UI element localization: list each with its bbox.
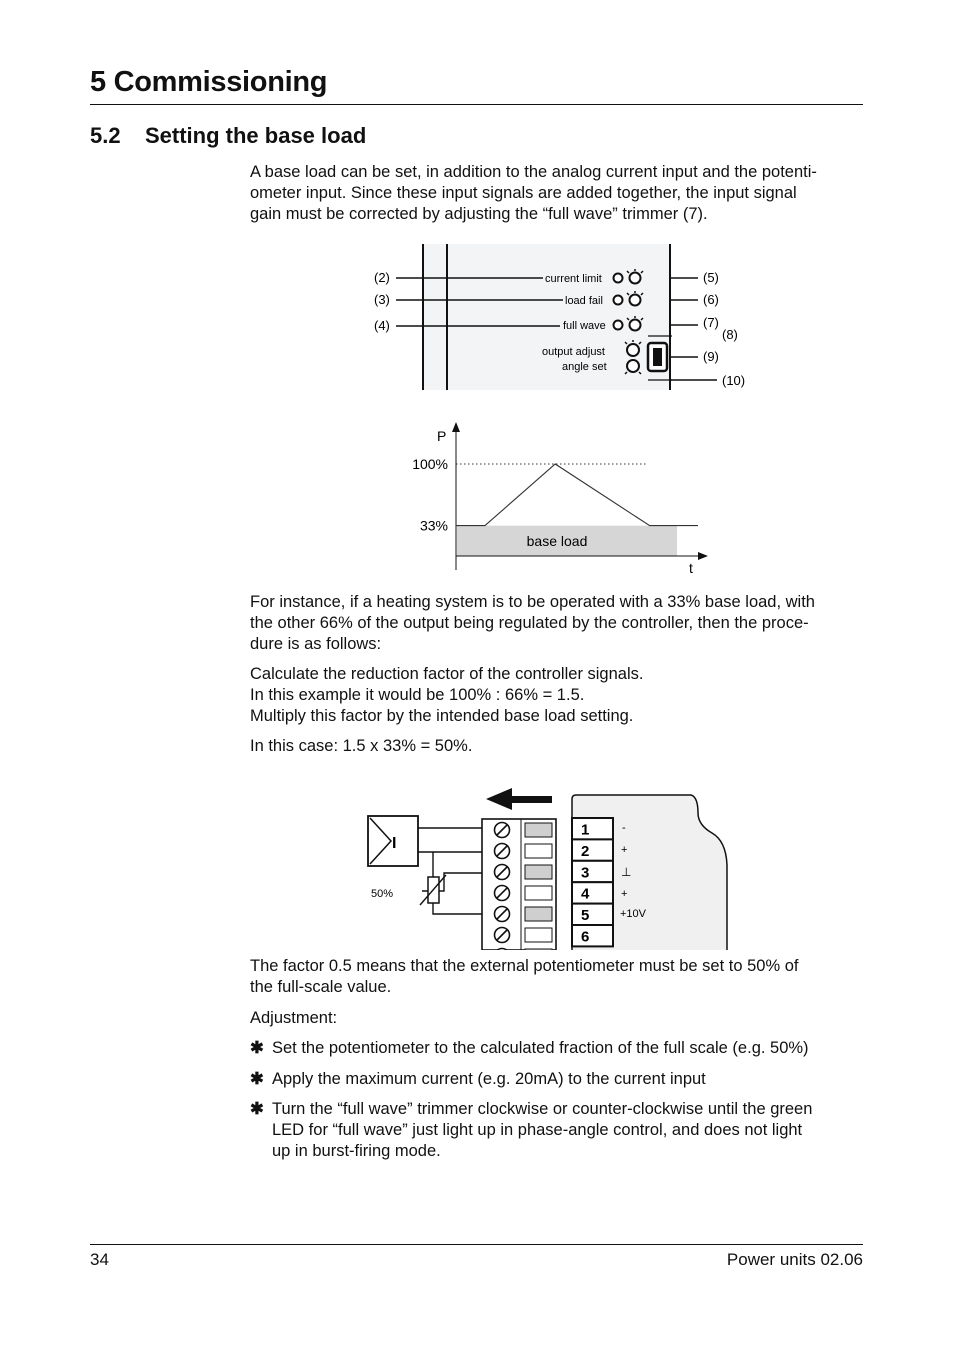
terminal-cell [572, 839, 613, 860]
bullet-text: LED for “full wave” just light up in phase-angle control, and does not light [272, 1121, 803, 1139]
bullet-text: Set the potentiometer to the calculated fraction of the full scale (e.g. 50%) [272, 1039, 809, 1057]
y-axis-arrow [452, 422, 460, 432]
terminal-number: 2 [581, 842, 590, 860]
led-icon [614, 296, 623, 305]
base-load-chart [395, 420, 720, 580]
direction-arrow-icon [486, 788, 552, 810]
intro-line: A base load can be set, in addition to the analog current input and the potenti- [250, 163, 817, 181]
intro-line: ometer input. Since these input signals are added together, the input signal [250, 184, 797, 202]
calc-line: Multiply this factor by the intended base load setting. [250, 707, 634, 725]
bullet-item [250, 1069, 863, 1090]
intro-paragraph [250, 162, 863, 225]
terminal-cell [572, 818, 613, 839]
series-line-power [456, 464, 698, 526]
example-paragraph [250, 592, 863, 655]
terminal-cell [572, 925, 613, 946]
terminal-number: 6 [581, 928, 590, 946]
section-title [90, 123, 366, 149]
terminal-number: 1 [581, 821, 590, 839]
callout-label: (5) [703, 270, 719, 285]
calculation-paragraph [250, 664, 863, 727]
bullet-text: up in burst-firing mode. [272, 1142, 441, 1160]
panel-label-full-wave: full wave [563, 320, 606, 332]
case-paragraph: In this case: 1.5 x 33% = 50%. [250, 737, 473, 755]
current-source-symbol: I [392, 835, 397, 852]
intro-line: gain must be corrected by adjusting the “full wave” trimmer (7). [250, 205, 708, 223]
terminal-number: 3 [581, 864, 590, 882]
calc-line: In this example it would be 100% : 66% = 1.5. [250, 686, 585, 704]
led-icon [614, 274, 623, 283]
base-load-label: base load [526, 532, 588, 549]
panel-label-angle-set: angle set [562, 361, 607, 373]
asterisk-icon: ✱ [250, 1070, 264, 1088]
factor-paragraph [250, 956, 863, 998]
terminal-sign: + [621, 888, 628, 900]
terminal-sign: - [622, 822, 626, 834]
callout-label: (3) [374, 292, 390, 307]
bullet-item [250, 1099, 863, 1162]
x-axis-arrow [698, 552, 708, 560]
terminal-sign: ⊥ [621, 865, 632, 879]
panel-label-current-limit: current limit [545, 273, 602, 285]
terminal-sign: + [621, 844, 628, 856]
terminal-cell [572, 882, 613, 903]
chapter-rule [90, 104, 863, 105]
example-line: dure is as follows: [250, 635, 382, 653]
y-tick-label: 33% [419, 517, 448, 534]
panel-label-output-adjust: output adjust [542, 346, 605, 358]
terminal-cell [572, 861, 613, 882]
document-title: Power units 02.06 [726, 1250, 863, 1269]
callout-label: (2) [374, 270, 390, 285]
terminal-number: 4 [581, 885, 590, 903]
terminal-number: 5 [581, 907, 590, 925]
callout-label: (7) [703, 315, 719, 330]
bullet-item [250, 1038, 863, 1059]
wiring-figure [360, 785, 740, 950]
y-axis-label: P [437, 428, 447, 444]
dip-switch-icon [648, 343, 667, 371]
calc-line: Calculate the reduction factor of the controller signals. [250, 665, 644, 683]
callout-label: (6) [703, 292, 719, 307]
asterisk-icon: ✱ [250, 1039, 264, 1057]
callout-label: (4) [374, 318, 390, 333]
adjustment-heading: Adjustment: [250, 1009, 338, 1027]
potentiometer-icon [420, 875, 446, 905]
front-panel-figure [360, 240, 760, 395]
page-number: 34 [90, 1250, 109, 1269]
bullet-text: Turn the “full wave” trimmer clockwise or counter-clockwise until the green [272, 1100, 813, 1118]
section-number: 5.2 [90, 123, 121, 148]
x-axis-label: t [689, 560, 693, 576]
panel-label-load-fail: load fail [565, 295, 603, 307]
led-icon [614, 321, 623, 330]
section-heading: Setting the base load [145, 123, 367, 148]
callout-label: (10) [722, 373, 746, 388]
terminal-cell [572, 904, 613, 925]
y-tick-label: 100% [412, 456, 448, 472]
footer-rule [90, 1244, 863, 1245]
potentiometer-setting: 50% [371, 888, 394, 900]
example-line: the other 66% of the output being regulated by the controller, then the proce- [250, 614, 809, 632]
callout-label: (8) [722, 327, 738, 342]
terminal-sign: +10V [620, 908, 646, 920]
factor-line: The factor 0.5 means that the external potentiometer must be set to 50% of [250, 957, 799, 975]
factor-line: the full-scale value. [250, 978, 392, 996]
example-line: For instance, if a heating system is to be operated with a 33% base load, with [250, 593, 815, 611]
callout-label: (9) [703, 349, 719, 364]
chapter-title: 5 Commissioning [90, 66, 328, 98]
bullet-text: Apply the maximum current (e.g. 20mA) to the current input [272, 1070, 706, 1088]
asterisk-icon: ✱ [250, 1100, 264, 1118]
